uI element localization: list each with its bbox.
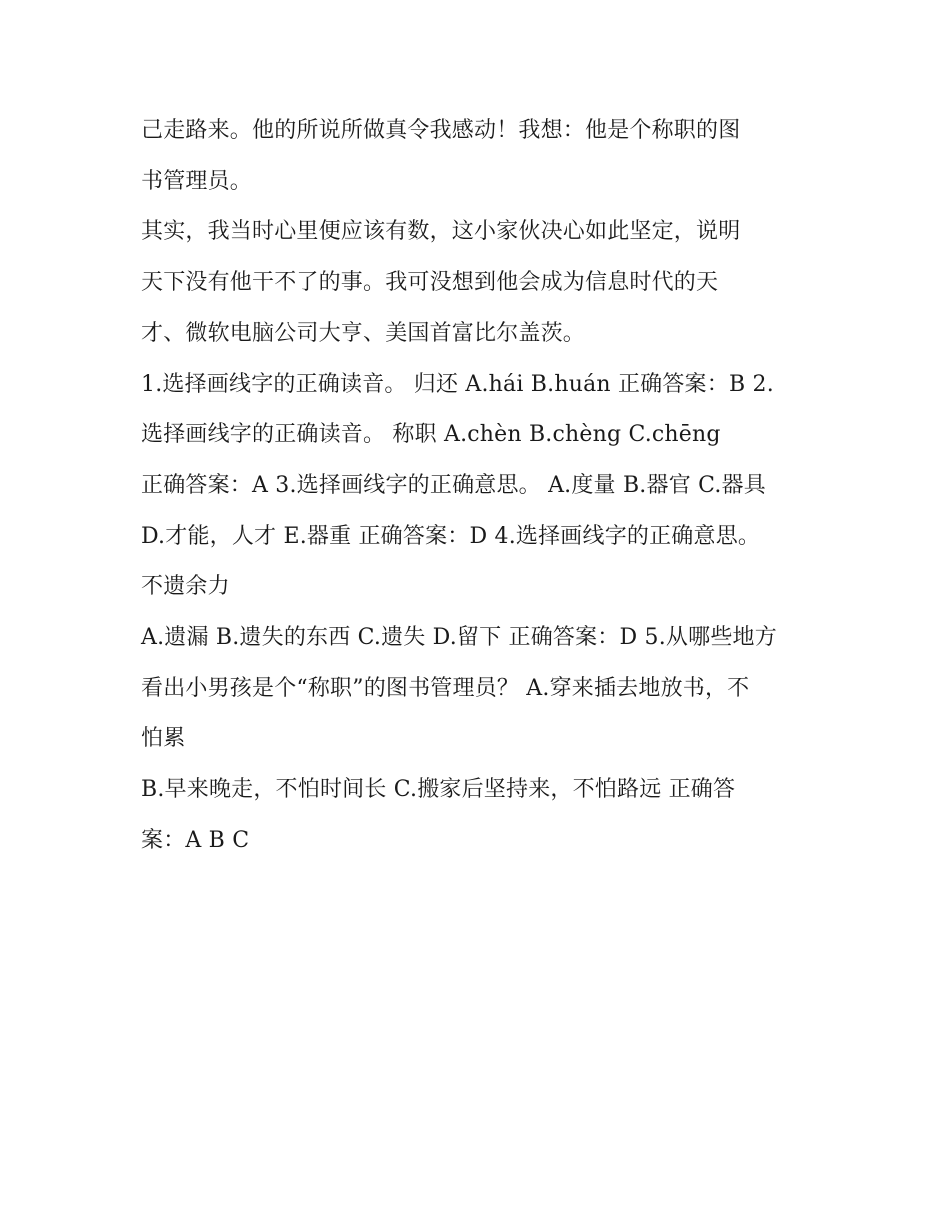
text-line: 己走路来。他的所说所做真令我感动！我想：他是个称职的图: [141, 118, 741, 143]
text-line: 书管理员。: [141, 168, 253, 194]
question-line: 案：A B C: [141, 827, 250, 853]
question-line: 不遗余力: [141, 574, 230, 600]
document-text-body: [141, 106, 821, 867]
text-line: 其实，我当时心里便应该有数，这小家伙决心如此坚定，说明: [141, 219, 741, 245]
question-line: A.遗漏 B.遗失的东西 C.遗失 D.留下 正确答案：D 5.从哪些地方: [141, 625, 777, 651]
question-line: 选择画线字的正确读音。 称职 A.chèn B.chèng C.chēng: [141, 422, 721, 448]
text-line: 天下没有他干不了的事。我可没想到他会成为信息时代的天: [141, 270, 719, 296]
question-line: 1.选择画线字的正确读音。 归还 A.hái B.huán 正确答案：B 2.: [141, 371, 774, 397]
question-line: 看出小男孩是个“称职”的图书管理员？ A.穿来插去地放书，不: [141, 675, 750, 701]
question-line: B.早来晚走，不怕时间长 C.搬家后坚持来，不怕路远 正确答: [141, 777, 736, 803]
question-line: 怕累: [141, 726, 186, 752]
question-line: 正确答案：A 3.选择画线字的正确意思。 A.度量 B.器官 C.器具: [141, 472, 766, 498]
question-line: D.才能，人才 E.器重 正确答案：D 4.选择画线字的正确意思。: [141, 523, 761, 549]
text-line: 才、微软电脑公司大亨、美国首富比尔盖茨。: [141, 320, 586, 346]
